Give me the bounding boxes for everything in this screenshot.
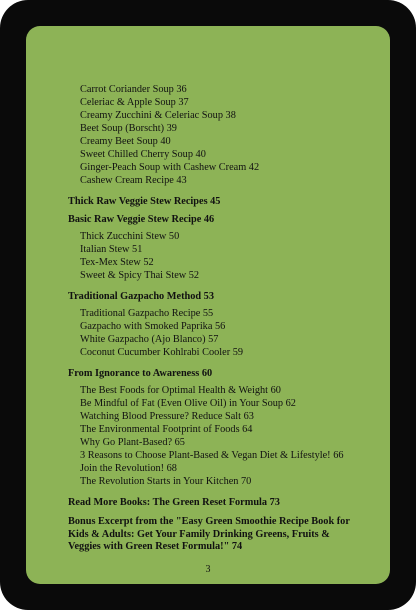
toc-entry[interactable]: Beet Soup (Borscht) 39 [80,123,177,134]
toc-entry[interactable]: Creamy Zucchini & Celeriac Soup 38 [80,110,236,121]
toc-entry[interactable]: Traditional Gazpacho Recipe 55 [80,308,214,319]
toc-entry[interactable]: Carrot Coriander Soup 36 [80,84,187,95]
toc-section-heading[interactable]: Read More Books: The Green Reset Formula 73 [68,497,280,508]
toc-entry[interactable]: Ginger-Peach Soup with Cashew Cream 42 [80,162,260,173]
document-page [26,26,390,584]
toc-entry[interactable]: The Environmental Footprint of Foods 64 [80,424,253,435]
toc-section-heading[interactable]: From Ignorance to Awareness 60 [68,368,213,379]
toc-entry[interactable]: Cashew Cream Recipe 43 [80,175,187,186]
toc-entry[interactable]: Celeriac & Apple Soup 37 [80,97,189,108]
page-number: 3 [205,564,211,575]
toc-entry[interactable]: Join the Revolution! 68 [80,463,177,474]
toc-entry[interactable]: Sweet Chilled Cherry Soup 40 [80,149,206,160]
toc-entry[interactable]: Be Mindful of Fat (Even Olive Oil) in Your Soup 62 [80,398,296,409]
bonus-excerpt-entry[interactable]: Bonus Excerpt from the "Easy Green Smoothie Recipe Book for Kids & Adults: Get Your Family Drinking Greens, Fruits & Veggies with Green Reset Formula!" 74 [68,516,350,552]
toc-section-heading[interactable]: Basic Raw Veggie Stew Recipe 46 [68,214,215,225]
toc-entry[interactable]: 3 Reasons to Choose Plant-Based & Vegan Diet & Lifestyle! 66 [80,450,344,461]
toc-entry[interactable]: Why Go Plant-Based? 65 [80,437,185,448]
toc-entry[interactable]: The Best Foods for Optimal Health & Weight 60 [80,385,281,396]
toc-entry[interactable]: Watching Blood Pressure? Reduce Salt 63 [80,411,254,422]
toc-entry[interactable]: Tex-Mex Stew 52 [80,257,154,268]
toc-section-heading[interactable]: Traditional Gazpacho Method 53 [68,291,214,302]
toc-entry[interactable]: Sweet & Spicy Thai Stew 52 [80,270,200,281]
toc-entry[interactable]: Italian Stew 51 [80,244,143,255]
toc-entry[interactable]: Thick Zucchini Stew 50 [80,231,180,242]
toc-entry[interactable]: Creamy Beet Soup 40 [80,136,171,147]
toc-entry[interactable]: Coconut Cucumber Kohlrabi Cooler 59 [80,347,244,358]
toc-entry[interactable]: White Gazpacho (Ajo Blanco) 57 [80,334,219,345]
toc-entry[interactable]: The Revolution Starts in Your Kitchen 70 [80,476,252,487]
toc-entry[interactable]: Gazpacho with Smoked Paprika 56 [80,321,226,332]
toc-section-heading[interactable]: Thick Raw Veggie Stew Recipes 45 [68,196,221,207]
